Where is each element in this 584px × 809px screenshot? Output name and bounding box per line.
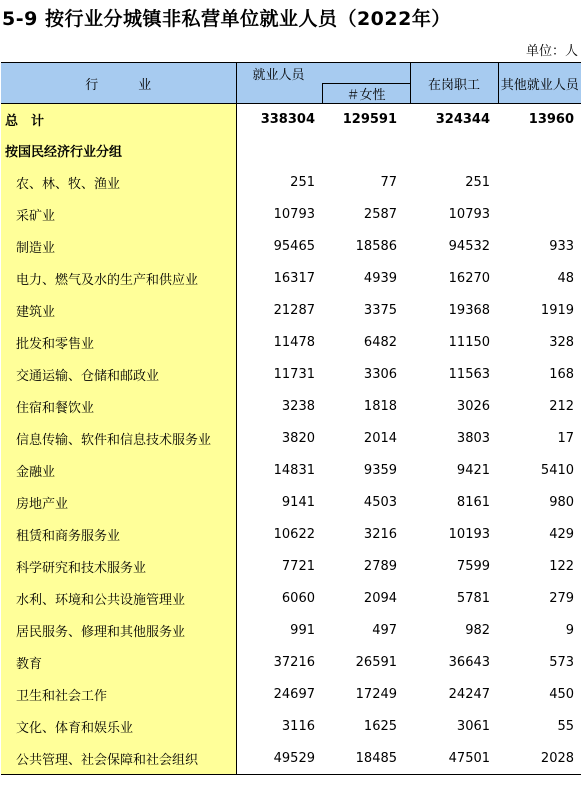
on-post-cell: 251 — [465, 174, 491, 190]
other-employment-cell: 122 — [549, 558, 575, 574]
industry-cell: 按国民经济行业分组 — [1, 134, 236, 166]
table-row — [1, 486, 581, 518]
employed-cell: 21287 — [273, 302, 315, 318]
employed-cell: 3820 — [281, 430, 315, 446]
industry-cell: 采矿业 — [1, 198, 236, 230]
other-employment-cell: 980 — [549, 494, 575, 510]
on-post-cell: 19368 — [448, 302, 491, 318]
on-post-cell: 11563 — [448, 366, 491, 382]
table-row — [1, 710, 581, 742]
industry-cell: 农、林、牧、渔业 — [1, 166, 236, 198]
female-cell: 77 — [380, 174, 398, 190]
on-post-cell: 7599 — [456, 558, 491, 574]
female-cell: 497 — [372, 622, 398, 638]
female-cell: 6482 — [363, 334, 398, 350]
industry-cell: 总 计 — [1, 104, 236, 135]
page-title: 5-9 按行业分城镇非私营单位就业人员（2022年） — [2, 8, 451, 30]
table-row — [1, 742, 581, 775]
female-cell: 2014 — [363, 430, 398, 446]
on-post-cell: 24247 — [448, 686, 491, 702]
on-post-cell: 8161 — [456, 494, 491, 510]
industry-cell: 居民服务、修理和其他服务业 — [1, 614, 236, 646]
header-industry — [1, 63, 236, 104]
other-employment-cell: 450 — [549, 686, 575, 702]
industry-cell: 水利、环境和公共设施管理业 — [1, 582, 236, 614]
employment-table — [1, 62, 581, 775]
header-employed-spacer — [236, 84, 322, 104]
industry-cell: 电力、燃气及水的生产和供应业 — [1, 262, 236, 294]
employed-cell: 10793 — [273, 206, 315, 222]
other-employment-cell: 2028 — [498, 742, 581, 775]
other-employment-cell: 429 — [549, 526, 575, 542]
other-employment-cell: 933 — [549, 238, 575, 254]
female-cell: 3216 — [363, 526, 398, 542]
employed-cell: 37216 — [273, 654, 315, 670]
industry-cell: 建筑业 — [1, 294, 236, 326]
employed-cell: 251 — [290, 174, 315, 190]
table-row — [1, 358, 581, 390]
other-employment-cell: 212 — [549, 398, 575, 414]
group-heading-row — [1, 134, 581, 166]
industry-cell: 公共管理、社会保障和社会组织 — [1, 742, 236, 775]
table-row — [1, 422, 581, 454]
female-cell: 4939 — [363, 270, 398, 286]
table-header — [1, 63, 581, 104]
employed-cell: 11731 — [273, 366, 315, 382]
industry-cell: 卫生和社会工作 — [1, 678, 236, 710]
other-employment-cell: 17 — [557, 430, 575, 446]
female-cell: 2789 — [363, 558, 398, 574]
on-post-cell: 9421 — [456, 462, 491, 478]
other-employment-cell: 573 — [549, 654, 575, 670]
table-row — [1, 614, 581, 646]
employed-cell: 11478 — [273, 334, 315, 350]
table-row — [1, 262, 581, 294]
header-employed — [236, 63, 410, 84]
header-industry-char-1: 行 — [85, 77, 99, 93]
on-post-cell: 16270 — [448, 270, 491, 286]
employed-cell: 3238 — [281, 398, 315, 414]
female-cell — [322, 134, 410, 166]
on-post-cell: 324344 — [435, 111, 491, 127]
unit-label: 单位：人 — [525, 44, 578, 59]
table-row — [1, 326, 581, 358]
table-row — [1, 390, 581, 422]
header-employed-label: 就业人员 — [252, 67, 305, 83]
table-row — [1, 230, 581, 262]
table-body — [1, 104, 581, 775]
table-row — [1, 582, 581, 614]
employed-cell: 3116 — [281, 718, 315, 734]
female-cell: 2094 — [363, 590, 398, 606]
employed-cell: 991 — [290, 622, 315, 638]
other-employment-cell: 328 — [549, 334, 575, 350]
employed-cell: 7721 — [281, 558, 315, 574]
female-cell: 2587 — [363, 206, 398, 222]
employed-cell: 10622 — [273, 526, 315, 542]
female-cell: 3375 — [363, 302, 398, 318]
table-row — [1, 454, 581, 486]
employed-cell: 95465 — [273, 238, 315, 254]
on-post-cell: 11150 — [448, 334, 491, 350]
total-row — [1, 104, 581, 135]
on-post-cell: 36643 — [448, 654, 491, 670]
employed-cell: 16317 — [273, 270, 315, 286]
header-female: ＃女性 — [322, 84, 410, 104]
other-employment-cell: 279 — [549, 590, 575, 606]
on-post-cell: 982 — [465, 622, 491, 638]
other-employment-cell — [498, 198, 581, 230]
other-employment-cell: 1919 — [540, 302, 575, 318]
table-row — [1, 678, 581, 710]
industry-cell: 文化、体育和娱乐业 — [1, 710, 236, 742]
header-on-post: 在岗职工 — [410, 63, 498, 104]
female-cell: 1625 — [363, 718, 398, 734]
industry-cell: 租赁和商务服务业 — [1, 518, 236, 550]
other-employment-cell: 168 — [549, 366, 575, 382]
industry-cell: 金融业 — [1, 454, 236, 486]
table-row — [1, 646, 581, 678]
header-other: 其他就业人员 — [498, 63, 581, 104]
female-cell: 9359 — [363, 462, 398, 478]
female-cell: 3306 — [363, 366, 398, 382]
on-post-cell: 47501 — [410, 742, 498, 775]
industry-cell: 制造业 — [1, 230, 236, 262]
industry-cell: 批发和零售业 — [1, 326, 236, 358]
table-row — [1, 294, 581, 326]
industry-cell: 住宿和餐饮业 — [1, 390, 236, 422]
industry-cell: 交通运输、仓储和邮政业 — [1, 358, 236, 390]
female-cell: 4503 — [363, 494, 398, 510]
on-post-cell: 3061 — [456, 718, 491, 734]
other-employment-cell: 5410 — [540, 462, 575, 478]
employed-cell: 24697 — [273, 686, 315, 702]
table-row — [1, 518, 581, 550]
employed-cell: 6060 — [281, 590, 315, 606]
header-industry-char-2: 业 — [138, 77, 152, 93]
on-post-cell: 10193 — [448, 526, 491, 542]
on-post-cell: 5781 — [456, 590, 491, 606]
industry-cell: 科学研究和技术服务业 — [1, 550, 236, 582]
employed-cell: 9141 — [281, 494, 315, 510]
on-post-cell: 10793 — [448, 206, 491, 222]
on-post-cell — [410, 134, 498, 166]
employed-cell: 14831 — [273, 462, 315, 478]
employed-cell — [236, 134, 322, 166]
other-employment-cell: 9 — [565, 622, 575, 638]
other-employment-cell: 13960 — [528, 111, 575, 127]
female-cell: 129591 — [342, 111, 398, 127]
on-post-cell: 3803 — [456, 430, 491, 446]
industry-cell: 信息传输、软件和信息技术服务业 — [1, 422, 236, 454]
female-cell: 1818 — [363, 398, 398, 414]
industry-cell: 教育 — [1, 646, 236, 678]
other-employment-cell — [498, 166, 581, 198]
female-cell: 18485 — [322, 742, 410, 775]
industry-cell: 房地产业 — [1, 486, 236, 518]
employed-cell: 338304 — [260, 111, 315, 127]
table-row — [1, 166, 581, 198]
female-cell: 18586 — [355, 238, 398, 254]
employed-cell: 49529 — [236, 742, 322, 775]
female-cell: 17249 — [355, 686, 398, 702]
other-employment-cell: 48 — [557, 270, 575, 286]
table-row — [1, 198, 581, 230]
female-cell: 26591 — [355, 654, 398, 670]
on-post-cell: 3026 — [456, 398, 491, 414]
other-employment-cell — [498, 134, 581, 166]
on-post-cell: 94532 — [448, 238, 491, 254]
table-row — [1, 550, 581, 582]
other-employment-cell: 55 — [557, 718, 575, 734]
